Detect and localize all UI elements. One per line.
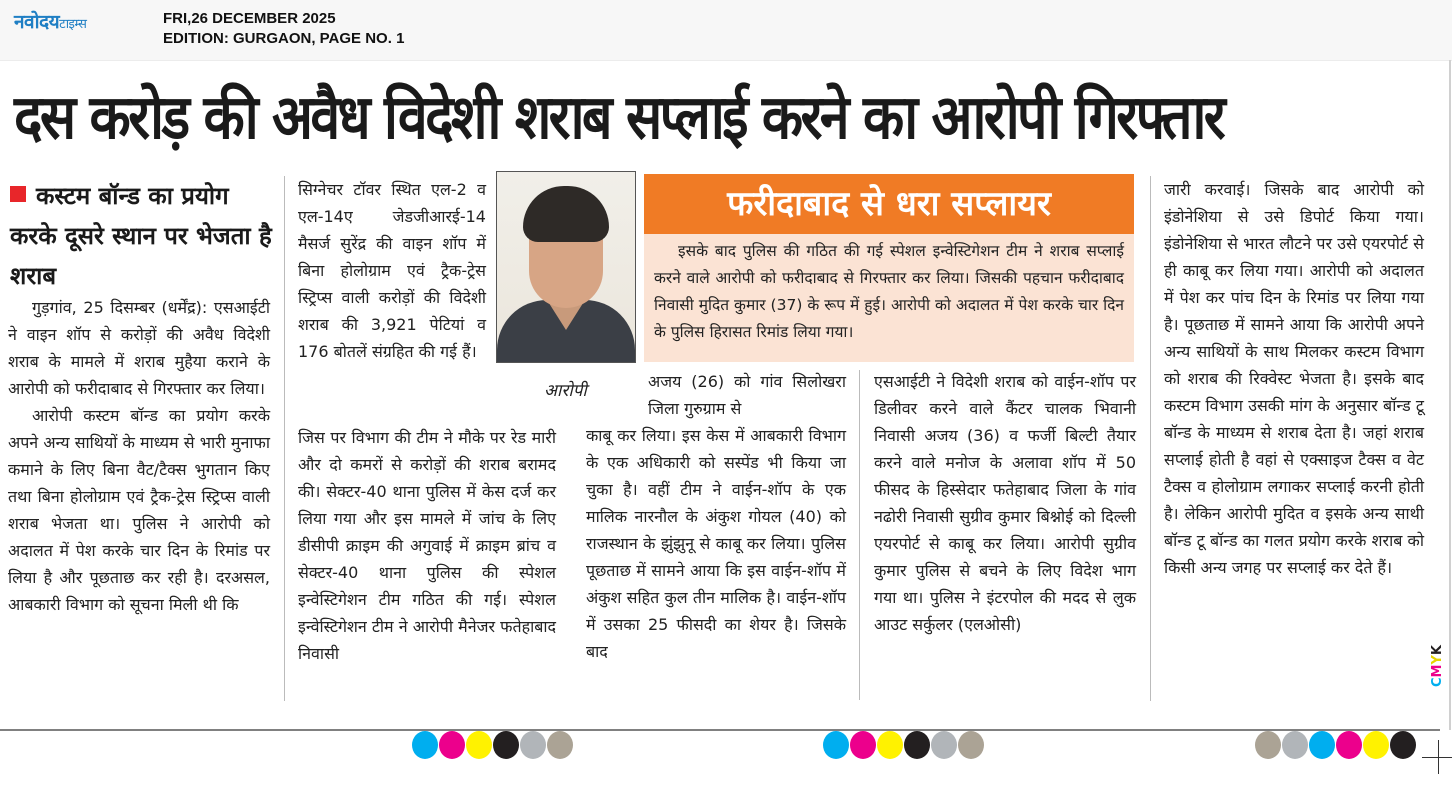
logo-main: नवोदय: [14, 11, 60, 33]
yellow-dot-icon: [1363, 731, 1389, 759]
subhead-text: कस्टम बॉन्ड का प्रयोग करके दूसरे स्थान पर भेजता है शराब: [10, 182, 272, 290]
edition-date: FRI,26 DECEMBER 2025: [163, 10, 336, 27]
cmyk-label: CMYK: [1430, 645, 1445, 687]
color-registration-dots: [823, 731, 985, 759]
cyan-dot-icon: [1309, 731, 1335, 759]
red-square-bullet-icon: [10, 186, 26, 202]
column-divider: [284, 176, 285, 701]
paragraph: अजय (26) को गांव सिलोखरा जिला गुरुग्राम से: [648, 372, 846, 418]
page-header: [0, 0, 1452, 61]
color-registration-dots: [412, 731, 574, 759]
column-2-top: [298, 176, 486, 365]
column-2-bottom: [298, 424, 556, 667]
tan-dot-icon: [958, 731, 984, 759]
tan-dot-icon: [1255, 731, 1281, 759]
article-headline: दस करोड़ की अवैध विदेशी शराब सप्लाई करने का आरोपी गिरफ्तार: [14, 82, 1224, 153]
crop-mark-icon: [1422, 757, 1452, 758]
magenta-dot-icon: [850, 731, 876, 759]
logo-suffix: टाइम्स: [59, 17, 87, 32]
column-1: [8, 294, 270, 618]
column-divider: [859, 370, 860, 700]
gray-dot-icon: [931, 731, 957, 759]
gray-dot-icon: [1282, 731, 1308, 759]
column-3-bottom: [586, 422, 846, 665]
paragraph: जारी करवाई। जिसके बाद आरोपी को इंडोनेशिया से उसे डिपोर्ट किया गया। इंडोनेशिया से भारत लौटने पर उसे एयरपोर्ट से ही काबू कर लिया गया। आरोपी को अदालत में पेश कर पांच दिन के रिमांड पर लिया गया है। पूछताछ में सामने आया कि आरोपी अपने अन्य साथियों के साथ मिलकर कस्टम विभाग को शराब की रिक्वेस्ट भेजता है। इसके बाद कस्टम विभाग उसकी मांग के अनुसार बॉन्ड टू बॉन्ड के माध्यम से शराब देता है। जहां शराब सप्लाई होती है वहां से एक्साइज टैक्स व वेट टैक्स व होलोग्राम लगाकर सप्लाई करनी होती है। लेकिन आरोपी मुदित व इसके अन्य साथी बॉन्ड टू बॉन्ड का गलत प्रयोग करके शराब को किसी अन्य जगह पर सप्लाई कर देते हैं।: [1164, 180, 1424, 577]
paragraph: आरोपी कस्टम बॉन्ड का प्रयोग करके अपने अन्य साथियों के माध्यम से भारी मुनाफा कमाने के लिए बिना वैट/टैक्स भुगतान किए तथा बिना होलोग्राम एवं ट्रैक-ट्रेस स्ट्रिप्स वाली शराब भेजता था। पुलिस ने आरोपी को अदालत में पेश करके चार दिन के रिमांड पर लिया है और पूछताछ कर रही है। दरअसल, आबकारी विभाग को सूचना मिली थी कि: [8, 406, 270, 614]
paragraph: सिग्नेचर टॉवर स्थित एल-2 व एल-14ए जेडजीआरई-14 मैसर्ज सुरेंद्र की वाइन शॉप में बिना होलोग्राम एवं ट्रैक-ट्रेस स्ट्रिप्स वाली करोड़ों की विदेशी शराब की 3,921 पेटियां व 176 बोतलें संग्रहित की गई हैं।: [298, 180, 486, 361]
footer-rule: [0, 729, 1440, 731]
paragraph: काबू कर लिया। इस केस में आबकारी विभाग के एक अधिकारी को सस्पेंड भी किया जा चुका है। वहीं टीम ने वाईन-शॉप के एक मालिक नारनौल के अंकुश गोयल (40) को राजस्थान के झुंझुनू से काबू कर लिया। पुलिस पूछताछ में सामने आया कि इस वाईन-शॉप में अंकुश सहित कुल तीन मालिक है। वाईन-शॉप में उसका 25 फीसदी का शेयर है। जिसके बाद: [586, 426, 846, 661]
black-dot-icon: [1390, 731, 1416, 759]
yellow-dot-icon: [877, 731, 903, 759]
magenta-dot-icon: [439, 731, 465, 759]
article-subhead: [10, 176, 280, 296]
photo-caption: आरोपी: [544, 381, 587, 401]
newspaper-logo[interactable]: [14, 8, 86, 34]
paragraph: एसआईटी ने विदेशी शराब को वाईन-शॉप पर डिलीवर करने वाले कैंटर चालक भिवानी निवासी अजय (36) व फर्जी बिल्टी तैयार करने वाले मनोज के अलावा शॉप में 50 फीसद के हिस्सेदार फतेहाबाद जिला के गांव नढोरी निवासी सुग्रीव कुमार बिश्नोई को दिल्ली एयरपोर्ट से काबू कर लिया। आरोपी सुग्रीव कुमार पुलिस से बचने के लिए विदेश भाग गया था। पुलिस ने इंटरपोल की मदद से लुक आउट सर्कुलर (एलओसी): [874, 372, 1136, 634]
magenta-dot-icon: [1336, 731, 1362, 759]
photo-hair: [523, 186, 609, 242]
accused-photo: [496, 171, 636, 363]
edition-info: [163, 9, 404, 49]
black-dot-icon: [493, 731, 519, 759]
column-4: [874, 368, 1136, 638]
box-body: [644, 234, 1134, 362]
edition-page: EDITION: GURGAON, PAGE NO. 1: [163, 30, 405, 47]
cyan-dot-icon: [412, 731, 438, 759]
color-registration-dots: [1255, 731, 1417, 759]
page-border: [1449, 60, 1451, 730]
paragraph: जिस पर विभाग की टीम ने मौके पर रेड मारी और दो कमरों से करोड़ों की शराब बरामद की। सेक्टर-40 थाना पुलिस में केस दर्ज कर लिया गया और इस मामले में जांच के लिए डीसीपी क्राइम की अगुवाई में क्राइम ब्रांच व सेक्टर-40 थाना पुलिस की स्पेशल इन्वेस्टिगेशन टीम गठित की गई। स्पेशल इन्वेस्टिगेशन टीम ने आरोपी मैनेजर फतेहाबाद निवासी: [298, 428, 556, 663]
column-3-top: [648, 368, 846, 422]
box-paragraph: इसके बाद पुलिस की गठित की गई स्पेशल इन्वेस्टिगेशन टीम ने शराब सप्लाई करने वाले आरोपी को फरीदाबाद से गिरफ्तार कर लिया। जिसकी पहचान फरीदाबाद निवासी मुदित कुमार (37) के रूप में हुई। आरोपी को अदालत में पेश करके चार दिन के पुलिस हिरासत रिमांड लिया गया।: [654, 242, 1124, 341]
box-title: फरीदाबाद से धरा सप्लायर: [644, 174, 1134, 234]
tan-dot-icon: [547, 731, 573, 759]
yellow-dot-icon: [466, 731, 492, 759]
gray-dot-icon: [520, 731, 546, 759]
column-divider: [1150, 176, 1151, 701]
cyan-dot-icon: [823, 731, 849, 759]
black-dot-icon: [904, 731, 930, 759]
paragraph: गुड़गांव, 25 दिसम्बर (धर्मेंद्र): एसआईटी ने वाइन शॉप से करोड़ों की अवैध विदेशी शराब के मामले में शराब मुहैया कराने के आरोपी को फरीदाबाद से गिरफ्तार कर लिया।: [8, 298, 270, 398]
column-5: [1164, 176, 1424, 581]
